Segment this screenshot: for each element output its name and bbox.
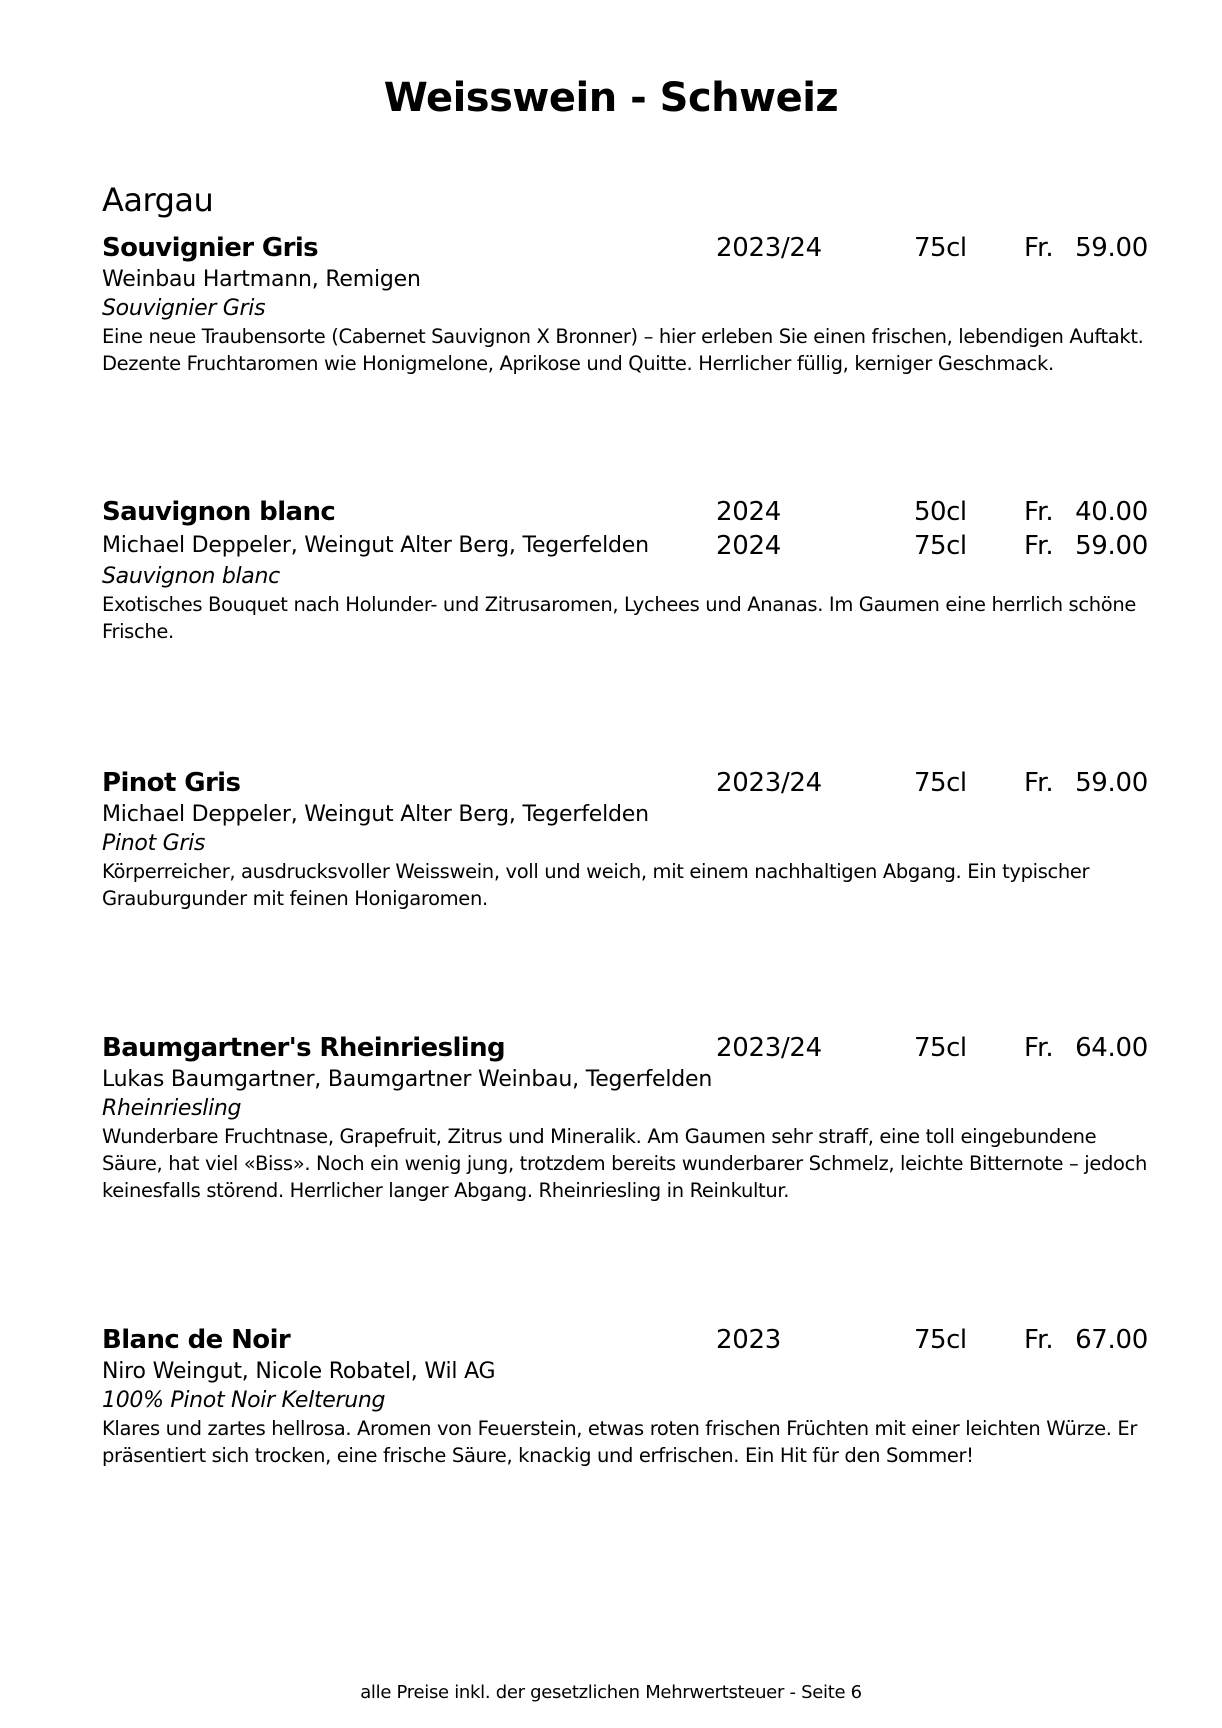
wine-vintage: 2023/24 bbox=[716, 768, 822, 798]
wine-grape: Sauvignon blanc bbox=[102, 564, 280, 589]
wine-bottle-size: 75cl bbox=[914, 1033, 967, 1063]
wine-grape: Pinot Gris bbox=[102, 831, 206, 856]
wine-vintage: 2024 bbox=[716, 497, 781, 527]
wine-bottle-size: 75cl bbox=[914, 1325, 967, 1355]
wine-name: Sauvignon blanc bbox=[102, 497, 336, 527]
wine-vintage: 2024 bbox=[716, 531, 781, 561]
wine-description: Körperreicher, ausdrucksvoller Weisswein, voll und weich, mit einem nachhaltigen Abgang. Ein typischer Grauburgunder mit feinen Honigaromen. bbox=[102, 860, 1090, 910]
region-heading: Aargau bbox=[102, 181, 214, 219]
wine-grape: Rheinriesling bbox=[102, 1096, 242, 1121]
wine-name: Pinot Gris bbox=[102, 768, 241, 798]
wine-vintage: 2023/24 bbox=[716, 1033, 822, 1063]
wine-price: 59.00 bbox=[1075, 768, 1148, 798]
wine-currency: Fr. bbox=[1024, 768, 1054, 798]
wine-producer: Niro Weingut, Nicole Robatel, Wil AG bbox=[102, 1359, 496, 1384]
wine-header-row bbox=[102, 1031, 1148, 1065]
wine-name: Souvignier Gris bbox=[102, 233, 319, 263]
wine-price: 67.00 bbox=[1075, 1325, 1148, 1355]
wine-producer: Lukas Baumgartner, Baumgartner Weinbau, Tegerfelden bbox=[102, 1067, 713, 1092]
wine-header-row bbox=[102, 766, 1148, 800]
wine-currency: Fr. bbox=[1024, 1033, 1054, 1063]
wine-producer: Michael Deppeler, Weingut Alter Berg, Tegerfelden bbox=[102, 533, 649, 558]
wine-grape: Souvignier Gris bbox=[102, 296, 266, 321]
wine-price: 64.00 bbox=[1075, 1033, 1148, 1063]
wine-bottle-size: 50cl bbox=[914, 497, 967, 527]
wine-entry bbox=[102, 1323, 1148, 1469]
wine-bottle-size: 75cl bbox=[914, 233, 967, 263]
wine-grape: 100% Pinot Noir Kelterung bbox=[102, 1388, 386, 1413]
wine-vintage: 2023 bbox=[716, 1325, 781, 1355]
wine-price: 40.00 bbox=[1075, 497, 1148, 527]
wine-entry bbox=[102, 231, 1148, 377]
wine-name: Baumgartner's Rheinriesling bbox=[102, 1033, 505, 1063]
wine-header-row bbox=[102, 231, 1148, 265]
wine-description: Klares und zartes hellrosa. Aromen von Feuerstein, etwas roten frischen Früchten mit einer leichten Würze. Er präsentiert sich trocken, eine frische Säure, knackig und erfrischen. Ein Hit für den Sommer! bbox=[102, 1417, 1138, 1467]
wine-price: 59.00 bbox=[1075, 233, 1148, 263]
wine-price: 59.00 bbox=[1075, 531, 1148, 561]
wine-currency: Fr. bbox=[1024, 233, 1054, 263]
wine-header-row bbox=[102, 1323, 1148, 1357]
wine-entry bbox=[102, 1031, 1148, 1204]
page-title: Weisswein - Schweiz bbox=[383, 75, 839, 121]
wine-description: Exotisches Bouquet nach Holunder- und Zitrusaromen, Lychees und Ananas. Im Gaumen eine herrlich schöne Frische. bbox=[102, 593, 1136, 643]
wine-bottle-size: 75cl bbox=[914, 768, 967, 798]
wine-currency: Fr. bbox=[1024, 1325, 1054, 1355]
wine-description: Wunderbare Fruchtnase, Grapefruit, Zitrus und Mineralik. Am Gaumen sehr straff, eine toll eingebundene Säure, hat viel «Biss». Noch ein wenig jung, trotzdem bereits wunderbarer Schmelz, leichte Bitternote – jedoch keinesfalls störend. Herrlicher langer Abgang. Rheinriesling in Reinkultur. bbox=[102, 1125, 1147, 1202]
wine-header-row bbox=[102, 495, 1148, 529]
page-footer: alle Preise inkl. der gesetzlichen Mehrwertsteuer - Seite 6 bbox=[360, 1682, 862, 1703]
wine-currency: Fr. bbox=[1024, 531, 1054, 561]
wine-producer: Weinbau Hartmann, Remigen bbox=[102, 267, 421, 292]
wine-entry bbox=[102, 495, 1148, 645]
wine-entry bbox=[102, 766, 1148, 912]
wine-second-row bbox=[102, 529, 1148, 563]
wine-vintage: 2023/24 bbox=[716, 233, 822, 263]
wine-bottle-size: 75cl bbox=[914, 531, 967, 561]
wine-currency: Fr. bbox=[1024, 497, 1054, 527]
wine-name: Blanc de Noir bbox=[102, 1325, 291, 1355]
wine-description: Eine neue Traubensorte (Cabernet Sauvignon X Bronner) – hier erleben Sie einen frischen, lebendigen Auftakt. Dezente Fruchtaromen wie Honigmelone, Aprikose und Quitte. Herrlicher füllig, kerniger Geschmack. bbox=[102, 325, 1144, 375]
wine-producer: Michael Deppeler, Weingut Alter Berg, Tegerfelden bbox=[102, 802, 649, 827]
